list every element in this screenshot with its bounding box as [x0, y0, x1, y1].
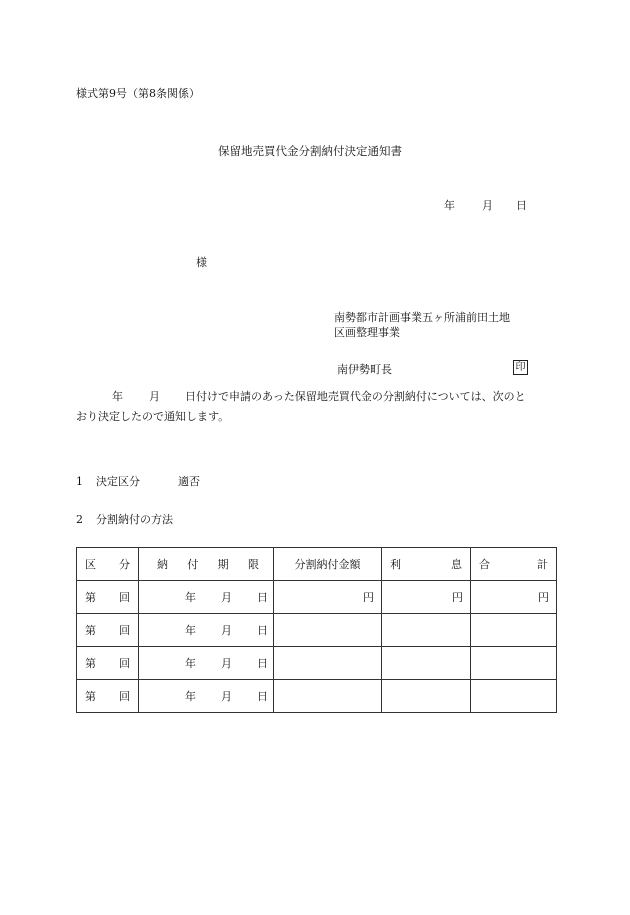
- row-due-date: 年 月 日: [139, 614, 274, 647]
- row-amount: [274, 647, 382, 680]
- header-total: 合 計: [471, 548, 557, 581]
- document-title: 保留地売買代金分割納付決定通知書: [218, 144, 402, 158]
- row-due-date: 年 月 日: [139, 647, 274, 680]
- row-due-date: 年 月 日: [139, 680, 274, 713]
- date-year-label: 年: [444, 199, 455, 212]
- issuer-project-line-2: 区画整理事業: [334, 326, 400, 339]
- row-total: [471, 680, 557, 713]
- row-due-date: 年 月 日: [139, 581, 274, 614]
- table-row: [77, 581, 557, 614]
- body-year-label: 年: [112, 390, 123, 403]
- date-day-label: 日: [516, 199, 527, 212]
- header-due-date: 納 付 期 限: [139, 548, 274, 581]
- item-2-number: 2: [76, 513, 83, 526]
- seal-mark: 印: [513, 360, 528, 375]
- installment-schedule-table: [76, 547, 557, 713]
- row-ordinal: 第 回: [77, 581, 139, 614]
- row-amount: 円: [274, 581, 382, 614]
- header-division: 区 分: [77, 548, 139, 581]
- row-total: [471, 647, 557, 680]
- item-1-number: 1: [76, 475, 83, 488]
- body-text-line-1: 日付けで申請のあった保留地売買代金の分割納付については、次のと: [185, 390, 526, 403]
- addressee-honorific: 様: [196, 256, 207, 269]
- row-total: 円: [471, 581, 557, 614]
- row-ordinal: 第 回: [77, 647, 139, 680]
- body-text-line-2: おり決定したので通知します。: [76, 410, 230, 423]
- issuer-name: 南伊勢町長: [337, 363, 392, 376]
- table-row: [77, 680, 557, 713]
- item-1-label: 決定区分: [96, 475, 140, 488]
- row-ordinal: 第 回: [77, 680, 139, 713]
- table-header-row: [77, 548, 557, 581]
- row-interest: 円: [382, 581, 471, 614]
- row-total: [471, 614, 557, 647]
- row-amount: [274, 614, 382, 647]
- row-amount: [274, 680, 382, 713]
- header-interest: 利 息: [382, 548, 471, 581]
- row-interest: [382, 647, 471, 680]
- table-row: [77, 614, 557, 647]
- item-1-value: 適否: [178, 475, 200, 488]
- row-interest: [382, 680, 471, 713]
- table-row: [77, 647, 557, 680]
- form-number: 様式第9号（第8条関係）: [76, 87, 200, 100]
- row-ordinal: 第 回: [77, 614, 139, 647]
- issuer-project-line-1: 南勢都市計画事業五ヶ所浦前田土地: [334, 311, 510, 324]
- header-amount: 分割納付金額: [274, 548, 382, 581]
- date-month-label: 月: [482, 199, 493, 212]
- item-2-label: 分割納付の方法: [96, 513, 173, 526]
- body-month-label: 月: [149, 390, 160, 403]
- row-interest: [382, 614, 471, 647]
